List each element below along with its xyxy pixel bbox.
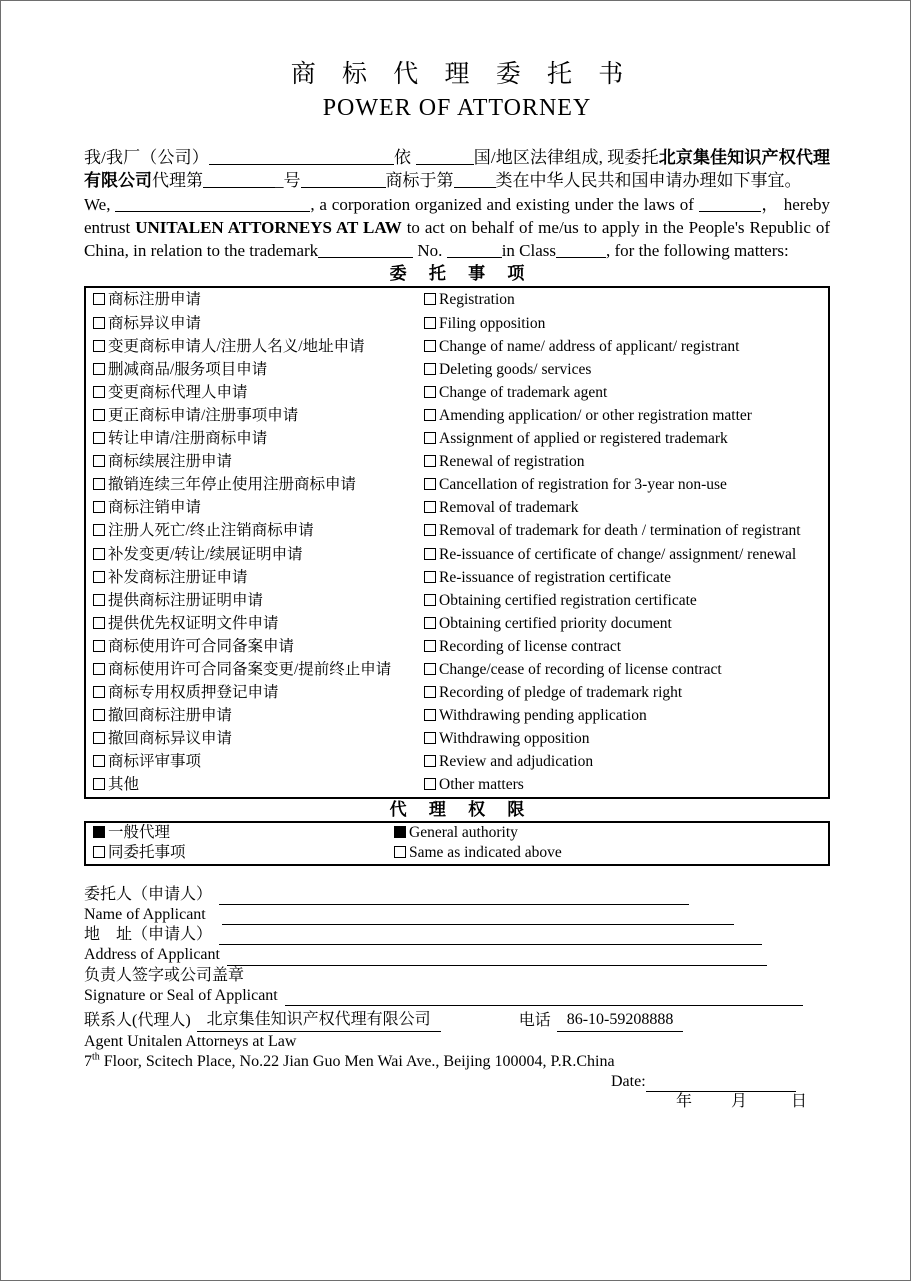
checkbox[interactable]: [93, 340, 105, 352]
matter-label-zh: 补发变更/转让/续展证明申请: [108, 545, 303, 563]
matter-label-zh: 商标续展注册申请: [108, 453, 233, 471]
year-month-day-line: [84, 1092, 830, 1112]
matter-label-en: Withdrawing pending application: [439, 707, 647, 725]
authority-label-zh: 同委托事项: [108, 844, 186, 862]
checkbox[interactable]: [424, 755, 436, 767]
matter-label-en: Removal of trademark: [439, 499, 579, 517]
checkbox-checked[interactable]: [394, 826, 406, 838]
matter-row: [86, 589, 828, 612]
trademark-blank-zh[interactable]: [301, 172, 386, 188]
checkbox[interactable]: [93, 363, 105, 375]
phone-number: 86-10-59208888: [557, 1009, 684, 1032]
checkbox[interactable]: [93, 709, 105, 721]
country-blank-en[interactable]: [699, 196, 761, 212]
checkbox[interactable]: [93, 663, 105, 675]
intro-zh-text: 类在中华人民共和国申请办理如下事宜。: [495, 171, 802, 191]
class-blank-zh[interactable]: [454, 172, 496, 188]
applicant-address-en-label: Address of Applicant: [84, 946, 220, 964]
agent-address-text: Floor, Scitech Place, No.22 Jian Guo Men Wai Ave., Beijing 100004, P.R.China: [99, 1052, 615, 1070]
matter-label-zh: 注册人死亡/终止注销商标申请: [108, 522, 314, 540]
matter-label-en: Cancellation of registration for 3-year non-use: [439, 476, 727, 494]
contact-agent-name: 北京集佳知识产权代理有限公司: [197, 1009, 441, 1032]
intro-en-text: to act on behalf of me/us to apply in the People's Republic of China, in relation to the trademark: [84, 217, 830, 261]
authority-label-en: Same as indicated above: [409, 844, 562, 862]
matter-label-zh: 转让申请/注册商标申请: [108, 430, 268, 448]
checkbox[interactable]: [93, 571, 105, 583]
checkbox[interactable]: [93, 846, 105, 858]
matter-label-en: Change/cease of recording of license contract: [439, 660, 722, 678]
checkbox[interactable]: [424, 340, 436, 352]
applicant-name-en-line: [84, 905, 830, 925]
checkbox[interactable]: [93, 293, 105, 305]
applicant-name-zh-line: [84, 885, 830, 905]
entrusted-matters-table: [84, 286, 830, 798]
matter-row: [86, 658, 828, 681]
checkbox[interactable]: [424, 478, 436, 490]
month-label: 月: [731, 1092, 748, 1110]
intro-en-text: , a corporation organized and existing under the laws of: [310, 194, 699, 214]
contact-label: 联系人(代理人): [84, 1012, 191, 1030]
matter-label-zh: 商标使用许可合同备案申请: [108, 637, 295, 655]
matter-row: [86, 427, 828, 450]
matter-label-zh: 商标专用权质押登记申请: [108, 684, 279, 702]
document-title-en: POWER OF ATTORNEY: [322, 95, 592, 121]
agent-address-number: 7: [84, 1052, 92, 1070]
checkbox[interactable]: [424, 571, 436, 583]
authority-label-zh: 一般代理: [108, 823, 171, 841]
checkbox[interactable]: [424, 317, 436, 329]
matter-row: [86, 612, 828, 635]
applicant-form: [84, 885, 830, 1112]
matter-label-zh: 商标异议申请: [108, 314, 202, 332]
checkbox[interactable]: [424, 617, 436, 629]
entrusted-matters-header: 委 托 事 项: [389, 264, 534, 284]
matter-row: [86, 566, 828, 589]
applicant-address-zh-blank[interactable]: [219, 929, 762, 945]
checkbox[interactable]: [424, 594, 436, 606]
matter-label-zh: 撤回商标注册申请: [108, 707, 233, 725]
checkbox[interactable]: [424, 363, 436, 375]
matter-row: [86, 543, 828, 566]
checkbox[interactable]: [424, 524, 436, 536]
matter-row: [86, 312, 828, 335]
matter-label-en: Re-issuance of certificate of change/ assignment/ renewal: [439, 545, 797, 563]
matter-label-zh: 提供优先权证明文件申请: [108, 614, 279, 632]
intro-en-text: , for the following matters:: [606, 241, 789, 261]
applicant-name-en-blank[interactable]: [222, 909, 734, 925]
checkbox[interactable]: [424, 663, 436, 675]
matter-label-en: Assignment of applied or registered trademark: [439, 430, 728, 448]
matter-label-en: Recording of license contract: [439, 637, 622, 655]
matter-label-zh: 变更商标申请人/注册人名义/地址申请: [108, 337, 365, 355]
matter-row: [86, 381, 828, 404]
matter-label-en: Filing opposition: [439, 314, 546, 332]
agent-address-line: [84, 1052, 830, 1072]
matter-label-zh: 商标注册申请: [108, 291, 202, 309]
intro-zh-text: 我/我厂（公司）: [84, 148, 209, 167]
matter-row: [86, 450, 828, 473]
checkbox[interactable]: [93, 732, 105, 744]
matter-label-en: Registration: [439, 291, 515, 309]
matter-label-en: Change of trademark agent: [439, 383, 608, 401]
checkbox[interactable]: [424, 686, 436, 698]
agent-name-en: UNITALEN ATTORNEYS AT LAW: [135, 217, 402, 237]
agency-authority-header: 代 理 权 限: [389, 799, 534, 819]
matter-row: [86, 473, 828, 496]
checkbox[interactable]: [93, 409, 105, 421]
applicant-name-zh-label: 委托人（申请人）: [84, 885, 213, 903]
matter-label-zh: 撤销连续三年停止使用注册商标申请: [108, 476, 357, 494]
matter-label-zh: 商标评审事项: [108, 753, 202, 771]
application-no-blank-en[interactable]: [447, 242, 502, 258]
contact-line: [84, 1009, 830, 1032]
matter-row: [86, 335, 828, 358]
matter-row: [86, 773, 828, 796]
phone-label: 电话: [518, 1012, 551, 1030]
intro-en-text: We,: [84, 194, 116, 214]
matter-row: [86, 288, 828, 311]
matter-label-zh: 删减商品/服务项目申请: [108, 360, 268, 378]
matter-label-zh: 商标注销申请: [108, 499, 202, 517]
year-label: 年: [676, 1092, 693, 1110]
agent-name-en-line: Agent Unitalen Attorneys at Law: [84, 1033, 297, 1051]
class-blank-en[interactable]: [556, 242, 606, 258]
checkbox[interactable]: [424, 386, 436, 398]
matter-row: [86, 496, 828, 519]
checkbox-checked[interactable]: [93, 826, 105, 838]
day-label: 日: [791, 1092, 808, 1110]
matter-label-en: Change of name/ address of applicant/ registrant: [439, 337, 740, 355]
document-title-zh: 商 标 代 理 委 托 书: [290, 61, 634, 88]
matter-label-zh: 其他: [108, 776, 140, 794]
matter-row: [86, 404, 828, 427]
applicant-address-zh-line: [84, 925, 830, 945]
checkbox[interactable]: [424, 778, 436, 790]
matter-label-zh: 商标使用许可合同备案变更/提前终止申请: [108, 660, 392, 678]
signature-blank[interactable]: [285, 990, 803, 1006]
matter-row: [86, 681, 828, 704]
intro-paragraph-zh: [84, 146, 830, 193]
checkbox[interactable]: [93, 317, 105, 329]
intro-zh-text: _号: [275, 171, 301, 191]
date-label: Date:: [611, 1072, 646, 1090]
agency-authority-table: [84, 821, 830, 866]
matter-label-zh: 变更商标代理人申请: [108, 383, 248, 401]
checkbox[interactable]: [424, 732, 436, 744]
checkbox[interactable]: [93, 617, 105, 629]
matter-label-en: Deleting goods/ services: [439, 360, 592, 378]
checkbox[interactable]: [424, 640, 436, 652]
matter-row: [86, 727, 828, 750]
matter-label-en: Re-issuance of registration certificate: [439, 568, 671, 586]
authority-row: [86, 843, 828, 864]
company-name-blank-zh[interactable]: [209, 149, 394, 165]
applicant-address-zh-label: 地 址（申请人）: [84, 926, 213, 944]
agent-address-ordinal: th: [92, 1051, 100, 1063]
applicant-name-en-label: Name of Applicant: [84, 905, 206, 923]
intro-en-text: No.: [413, 241, 447, 261]
signature-en-label: Signature or Seal of Applicant: [84, 987, 278, 1005]
checkbox[interactable]: [424, 709, 436, 721]
country-blank-zh[interactable]: [416, 149, 474, 165]
matter-label-zh: 补发商标注册证申请: [108, 568, 248, 586]
intro-zh-text: 依: [393, 148, 416, 167]
applicant-name-zh-blank[interactable]: [219, 889, 689, 905]
company-name-blank-en[interactable]: [115, 196, 310, 212]
checkbox[interactable]: [93, 524, 105, 536]
signature-en-line: [84, 986, 830, 1006]
intro-paragraph-en: [84, 193, 830, 263]
checkbox[interactable]: [93, 548, 105, 560]
matter-row: [86, 704, 828, 727]
matter-row: [86, 358, 828, 381]
matter-label-en: Review and adjudication: [439, 753, 594, 771]
checkbox[interactable]: [93, 432, 105, 444]
checkbox[interactable]: [93, 755, 105, 767]
checkbox[interactable]: [93, 686, 105, 698]
trademark-blank-en[interactable]: [318, 242, 413, 258]
signature-zh-label: 负责人签字或公司盖章: [84, 966, 245, 984]
applicant-address-en-blank[interactable]: [227, 950, 767, 966]
date-line: [84, 1072, 830, 1092]
matter-label-en: Amending application/ or other registration matter: [439, 406, 752, 424]
checkbox[interactable]: [93, 778, 105, 790]
authority-label-en: General authority: [409, 823, 518, 841]
matter-label-en: Renewal of registration: [439, 453, 585, 471]
checkbox[interactable]: [93, 478, 105, 490]
matter-label-en: Removal of trademark for death / termination of registrant: [439, 522, 801, 540]
checkbox[interactable]: [93, 594, 105, 606]
matter-row: [86, 635, 828, 658]
matter-label-en: Obtaining certified registration certificate: [439, 591, 697, 609]
authority-row: [86, 823, 828, 844]
intro-en-text: ， hereby entrust: [84, 194, 830, 237]
matter-label-en: Other matters: [439, 776, 524, 794]
intro-en-text: in Class: [501, 241, 556, 261]
checkbox[interactable]: [424, 455, 436, 467]
checkbox[interactable]: [394, 846, 406, 858]
agent-name-zh: 北京集佳知识产权代理有限公司: [84, 148, 830, 191]
checkbox[interactable]: [424, 548, 436, 560]
checkbox[interactable]: [93, 455, 105, 467]
matter-row: [86, 750, 828, 773]
application-no-blank-zh[interactable]: [203, 172, 275, 188]
checkbox[interactable]: [424, 409, 436, 421]
intro-zh-text: 国/地区法律组成, 现委托: [473, 148, 659, 167]
checkbox[interactable]: [424, 293, 436, 305]
checkbox[interactable]: [424, 501, 436, 513]
matter-label-en: Obtaining certified priority document: [439, 614, 672, 632]
checkbox[interactable]: [93, 386, 105, 398]
intro-zh-text: 代理第: [152, 171, 203, 191]
checkbox[interactable]: [424, 432, 436, 444]
checkbox[interactable]: [93, 501, 105, 513]
applicant-address-en-line: [84, 945, 830, 965]
matter-label-zh: 撤回商标异议申请: [108, 730, 233, 748]
intro-zh-text: 商标于第: [385, 171, 454, 191]
date-blank[interactable]: [646, 1076, 796, 1092]
matter-label-en: Withdrawing opposition: [439, 730, 590, 748]
matter-label-en: Recording of pledge of trademark right: [439, 684, 683, 702]
matter-label-zh: 更正商标申请/注册事项申请: [108, 406, 299, 424]
checkbox[interactable]: [93, 640, 105, 652]
matter-label-zh: 提供商标注册证明申请: [108, 591, 264, 609]
signature-zh-line: [84, 966, 830, 986]
matter-row: [86, 519, 828, 542]
